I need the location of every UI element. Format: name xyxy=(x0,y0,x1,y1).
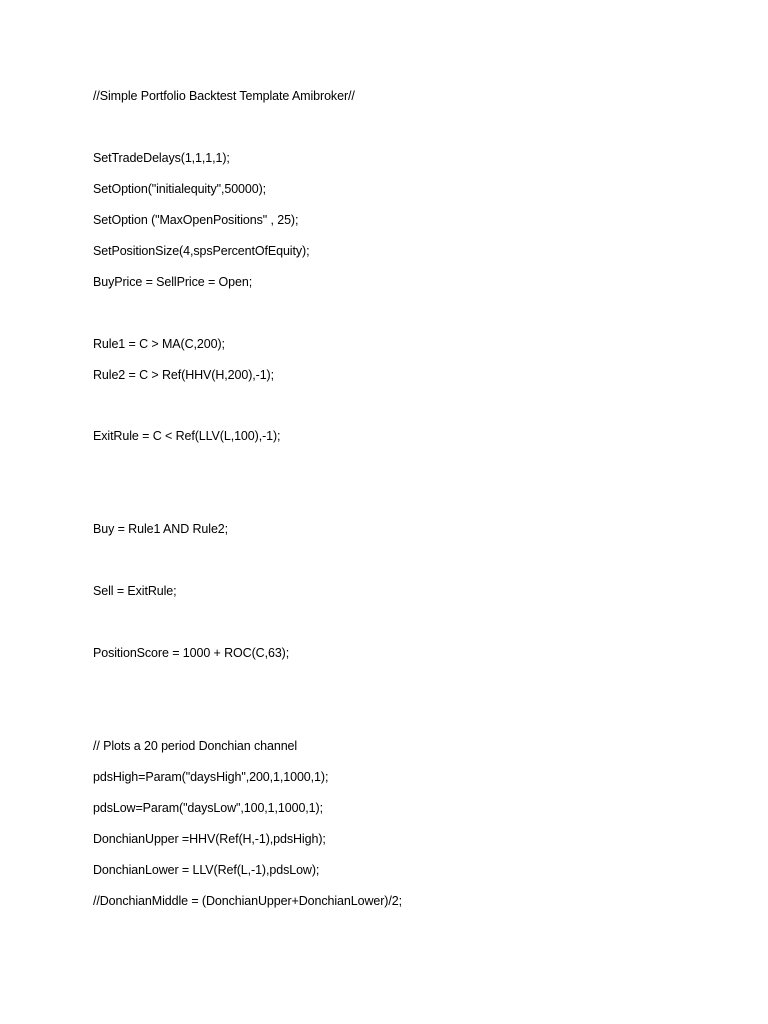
code-line-settradedelays: SetTradeDelays(1,1,1,1); xyxy=(93,151,230,165)
code-line-maxopenpositions: SetOption ("MaxOpenPositions" , 25); xyxy=(93,213,299,227)
code-line-pdshigh: pdsHigh=Param("daysHigh",200,1,1000,1); xyxy=(93,770,329,784)
code-line-positionscore: PositionScore = 1000 + ROC(C,63); xyxy=(93,646,290,660)
code-line-rule1: Rule1 = C > MA(C,200); xyxy=(93,337,225,351)
code-line-donchianlower: DonchianLower = LLV(Ref(L,-1),pdsLow); xyxy=(93,863,320,877)
code-line-initialequity: SetOption("initialequity",50000); xyxy=(93,182,267,196)
code-line-exitrule: ExitRule = C < Ref(LLV(L,100),-1); xyxy=(93,429,281,443)
code-comment-donchianmiddle: //DonchianMiddle = (DonchianUpper+DonchianLower)/2; xyxy=(93,894,402,908)
code-line-sell: Sell = ExitRule; xyxy=(93,584,177,598)
code-line-donchianupper: DonchianUpper =HHV(Ref(H,-1),pdsHigh); xyxy=(93,832,326,846)
code-line-pdslow: pdsLow=Param("daysLow",100,1,1000,1); xyxy=(93,801,323,815)
code-line-setpositionsize: SetPositionSize(4,spsPercentOfEquity); xyxy=(93,244,310,258)
code-comment-donchian: // Plots a 20 period Donchian channel xyxy=(93,739,298,753)
code-line-buyprice: BuyPrice = SellPrice = Open; xyxy=(93,275,253,289)
code-line-rule2: Rule2 = C > Ref(HHV(H,200),-1); xyxy=(93,368,274,382)
code-comment-title: //Simple Portfolio Backtest Template Amibroker// xyxy=(93,89,355,103)
code-line-buy: Buy = Rule1 AND Rule2; xyxy=(93,522,229,536)
